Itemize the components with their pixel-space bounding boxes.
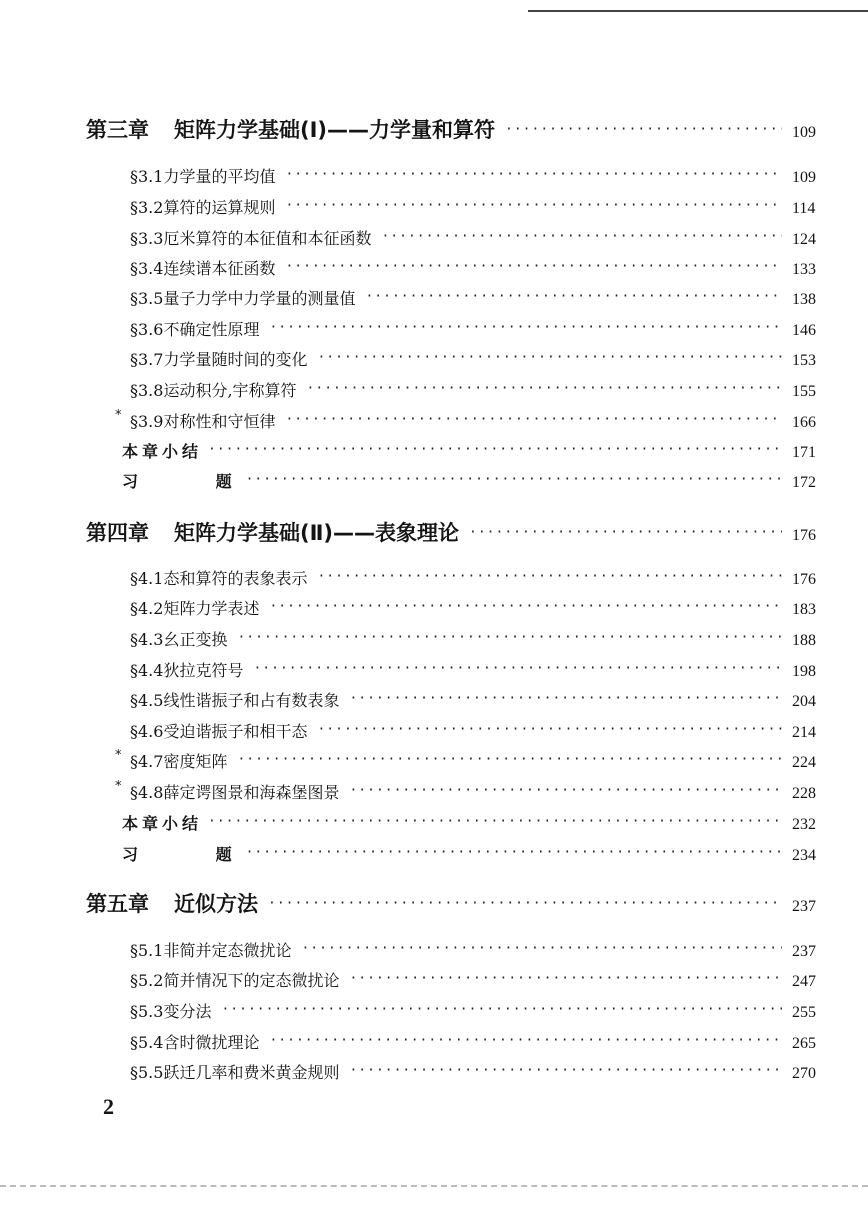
- dot-leader: [317, 570, 782, 584]
- toc-section[interactable]: [130, 164, 828, 187]
- section-number: §4.3: [130, 630, 164, 649]
- page-number: 247: [792, 973, 816, 990]
- chapter-summary[interactable]: [122, 811, 828, 834]
- page-number: 237: [792, 898, 816, 915]
- dot-leader: [253, 662, 782, 676]
- page-number: 270: [792, 1065, 816, 1082]
- section-number: §3.5: [130, 289, 164, 308]
- section-number: §5.4: [130, 1033, 164, 1052]
- toc-section[interactable]: [130, 566, 828, 589]
- chapter-title: 矩阵力学基础(Ⅱ)——表象理论: [174, 521, 460, 545]
- section-number: §3.9: [130, 412, 164, 431]
- toc-section[interactable]: [130, 226, 828, 249]
- page-number: 153: [792, 352, 816, 369]
- optional-star-icon: *: [115, 408, 122, 423]
- section-title: 量子力学中力学量的测量值: [163, 289, 356, 308]
- dot-leader: [317, 351, 782, 365]
- page-number: 188: [792, 632, 816, 649]
- dot-leader: [221, 1003, 782, 1017]
- page-number: 204: [792, 693, 816, 710]
- chapter-entry[interactable]: [86, 114, 828, 144]
- chapter-title: 矩阵力学基础(Ⅰ)——力学量和算符: [174, 118, 496, 142]
- page-number: 228: [792, 785, 816, 802]
- dot-leader: [269, 1034, 782, 1048]
- page-number: 166: [792, 414, 816, 431]
- section-number: §4.5: [130, 691, 164, 710]
- dot-leader: [237, 631, 782, 645]
- dot-leader: [349, 1064, 782, 1078]
- page-number: 224: [792, 754, 816, 771]
- dot-leader: [349, 972, 782, 986]
- section-number: §5.3: [130, 1002, 164, 1021]
- page-number: 171: [792, 444, 816, 461]
- section-title: 幺正变换: [163, 630, 228, 649]
- section-number: §4.7: [130, 752, 164, 771]
- section-number: §4.2: [130, 599, 164, 618]
- toc-section[interactable]: [130, 409, 828, 432]
- section-title: 不确定性原理: [163, 320, 260, 339]
- dot-leader: [317, 723, 782, 737]
- page-number: 172: [792, 474, 816, 491]
- page-number: 155: [792, 383, 816, 400]
- dot-leader: [237, 753, 782, 767]
- section-title: 力学量的平均值: [163, 167, 276, 186]
- dot-leader: [268, 892, 782, 911]
- dot-leader: [269, 321, 782, 335]
- dot-leader: [301, 942, 782, 956]
- section-title: 矩阵力学表述: [163, 599, 260, 618]
- page-number: 265: [792, 1035, 816, 1052]
- chapter-heading: 第四章: [86, 521, 149, 545]
- top-rule: [528, 10, 868, 12]
- dot-leader: [285, 168, 782, 182]
- section-number: §3.7: [130, 350, 164, 369]
- dot-leader: [208, 443, 782, 457]
- toc-section[interactable]: [130, 347, 828, 370]
- page-number: 198: [792, 663, 816, 680]
- section-number: §5.5: [130, 1063, 164, 1082]
- section-number: §3.6: [130, 320, 164, 339]
- section-number: §4.8: [130, 783, 164, 802]
- section-number: §5.2: [130, 971, 164, 990]
- dot-leader: [246, 846, 782, 860]
- chapter-exercises[interactable]: [122, 469, 828, 492]
- toc-section[interactable]: [130, 1030, 828, 1053]
- dot-leader: [208, 815, 782, 829]
- page-number: 214: [792, 724, 816, 741]
- page-number: 183: [792, 601, 816, 618]
- dot-leader: [269, 600, 782, 614]
- section-title: 线性谐振子和占有数表象: [163, 691, 340, 710]
- section-number: §4.1: [130, 569, 164, 588]
- toc-section[interactable]: [130, 938, 828, 961]
- section-title: 态和算符的表象表示: [163, 569, 308, 588]
- section-title: 运动积分,宇称算符: [163, 381, 297, 400]
- page-number: 109: [792, 124, 816, 141]
- section-number: §3.8: [130, 381, 164, 400]
- exercises-title: 习 题: [122, 472, 268, 491]
- section-number: §5.1: [130, 941, 164, 960]
- section-title: 受迫谐振子和相干态: [163, 722, 308, 741]
- chapter-entry[interactable]: [86, 888, 828, 918]
- toc-section[interactable]: [130, 688, 828, 711]
- page-number: 176: [792, 571, 816, 588]
- exercises-title: 习 题: [122, 845, 268, 864]
- chapter-exercises[interactable]: [122, 842, 828, 865]
- toc-section[interactable]: [130, 719, 828, 742]
- dot-leader: [246, 473, 782, 487]
- section-title: 连续谱本征函数: [163, 259, 276, 278]
- section-title: 算符的运算规则: [163, 198, 276, 217]
- page-number: 114: [792, 200, 816, 217]
- toc-section[interactable]: [130, 195, 828, 218]
- chapter-title: 近似方法: [174, 892, 258, 916]
- dot-leader: [349, 692, 782, 706]
- toc-section[interactable]: [130, 968, 828, 991]
- toc-section[interactable]: [130, 658, 828, 681]
- optional-star-icon: *: [115, 779, 122, 794]
- summary-title: 本章小结: [122, 814, 203, 833]
- toc-section[interactable]: [130, 378, 828, 401]
- page-number: 146: [792, 322, 816, 339]
- section-title: 狄拉克符号: [163, 661, 244, 680]
- chapter-summary[interactable]: [122, 439, 828, 462]
- dot-leader: [285, 413, 782, 427]
- section-title: 厄米算符的本征值和本征函数: [163, 229, 372, 248]
- page-number: 237: [792, 943, 816, 960]
- page-number: 109: [792, 169, 816, 186]
- toc-section[interactable]: [130, 627, 828, 650]
- section-title: 含时微扰理论: [163, 1033, 260, 1052]
- section-title: 密度矩阵: [163, 752, 228, 771]
- section-number: §4.4: [130, 661, 164, 680]
- toc-section[interactable]: [130, 749, 828, 772]
- optional-star-icon: *: [115, 748, 122, 763]
- dot-leader: [505, 118, 782, 137]
- page-number: 133: [792, 261, 816, 278]
- dot-leader: [469, 521, 782, 540]
- dot-leader: [307, 382, 782, 396]
- chapter-heading: 第五章: [86, 892, 149, 916]
- section-number: §3.4: [130, 259, 164, 278]
- page-number: 124: [792, 231, 816, 248]
- chapter-entry[interactable]: [86, 517, 828, 547]
- section-title: 力学量随时间的变化: [163, 350, 308, 369]
- dot-leader: [381, 230, 782, 244]
- dot-leader: [285, 260, 782, 274]
- section-title: 非简并定态微扰论: [163, 941, 292, 960]
- page-number: 232: [792, 816, 816, 833]
- chapter-heading: 第三章: [86, 118, 149, 142]
- toc-section[interactable]: [130, 286, 828, 309]
- dot-leader: [349, 784, 782, 798]
- toc-section[interactable]: [130, 256, 828, 279]
- section-number: §3.2: [130, 198, 164, 217]
- page-number: 234: [792, 847, 816, 864]
- section-title: 薛定谔图景和海森堡图景: [163, 783, 340, 802]
- toc-section[interactable]: [130, 780, 828, 803]
- section-title: 对称性和守恒律: [163, 412, 276, 431]
- section-title: 变分法: [163, 1002, 212, 1021]
- dot-leader: [285, 199, 782, 213]
- page-number: 255: [792, 1004, 816, 1021]
- section-title: 跃迁几率和费米黄金规则: [163, 1063, 340, 1082]
- section-number: §3.3: [130, 229, 164, 248]
- toc-section[interactable]: [130, 999, 828, 1022]
- summary-title: 本章小结: [122, 442, 203, 461]
- section-number: §3.1: [130, 167, 164, 186]
- page-number: 138: [792, 291, 816, 308]
- dot-leader: [365, 290, 782, 304]
- toc-section[interactable]: [130, 596, 828, 619]
- section-number: §4.6: [130, 722, 164, 741]
- toc-section[interactable]: [130, 1060, 828, 1083]
- bottom-rule: [0, 1185, 868, 1187]
- section-title: 简并情况下的定态微扰论: [163, 971, 340, 990]
- page-number: 176: [792, 527, 816, 544]
- toc-section[interactable]: [130, 317, 828, 340]
- page-number-footer: 2: [103, 1094, 114, 1119]
